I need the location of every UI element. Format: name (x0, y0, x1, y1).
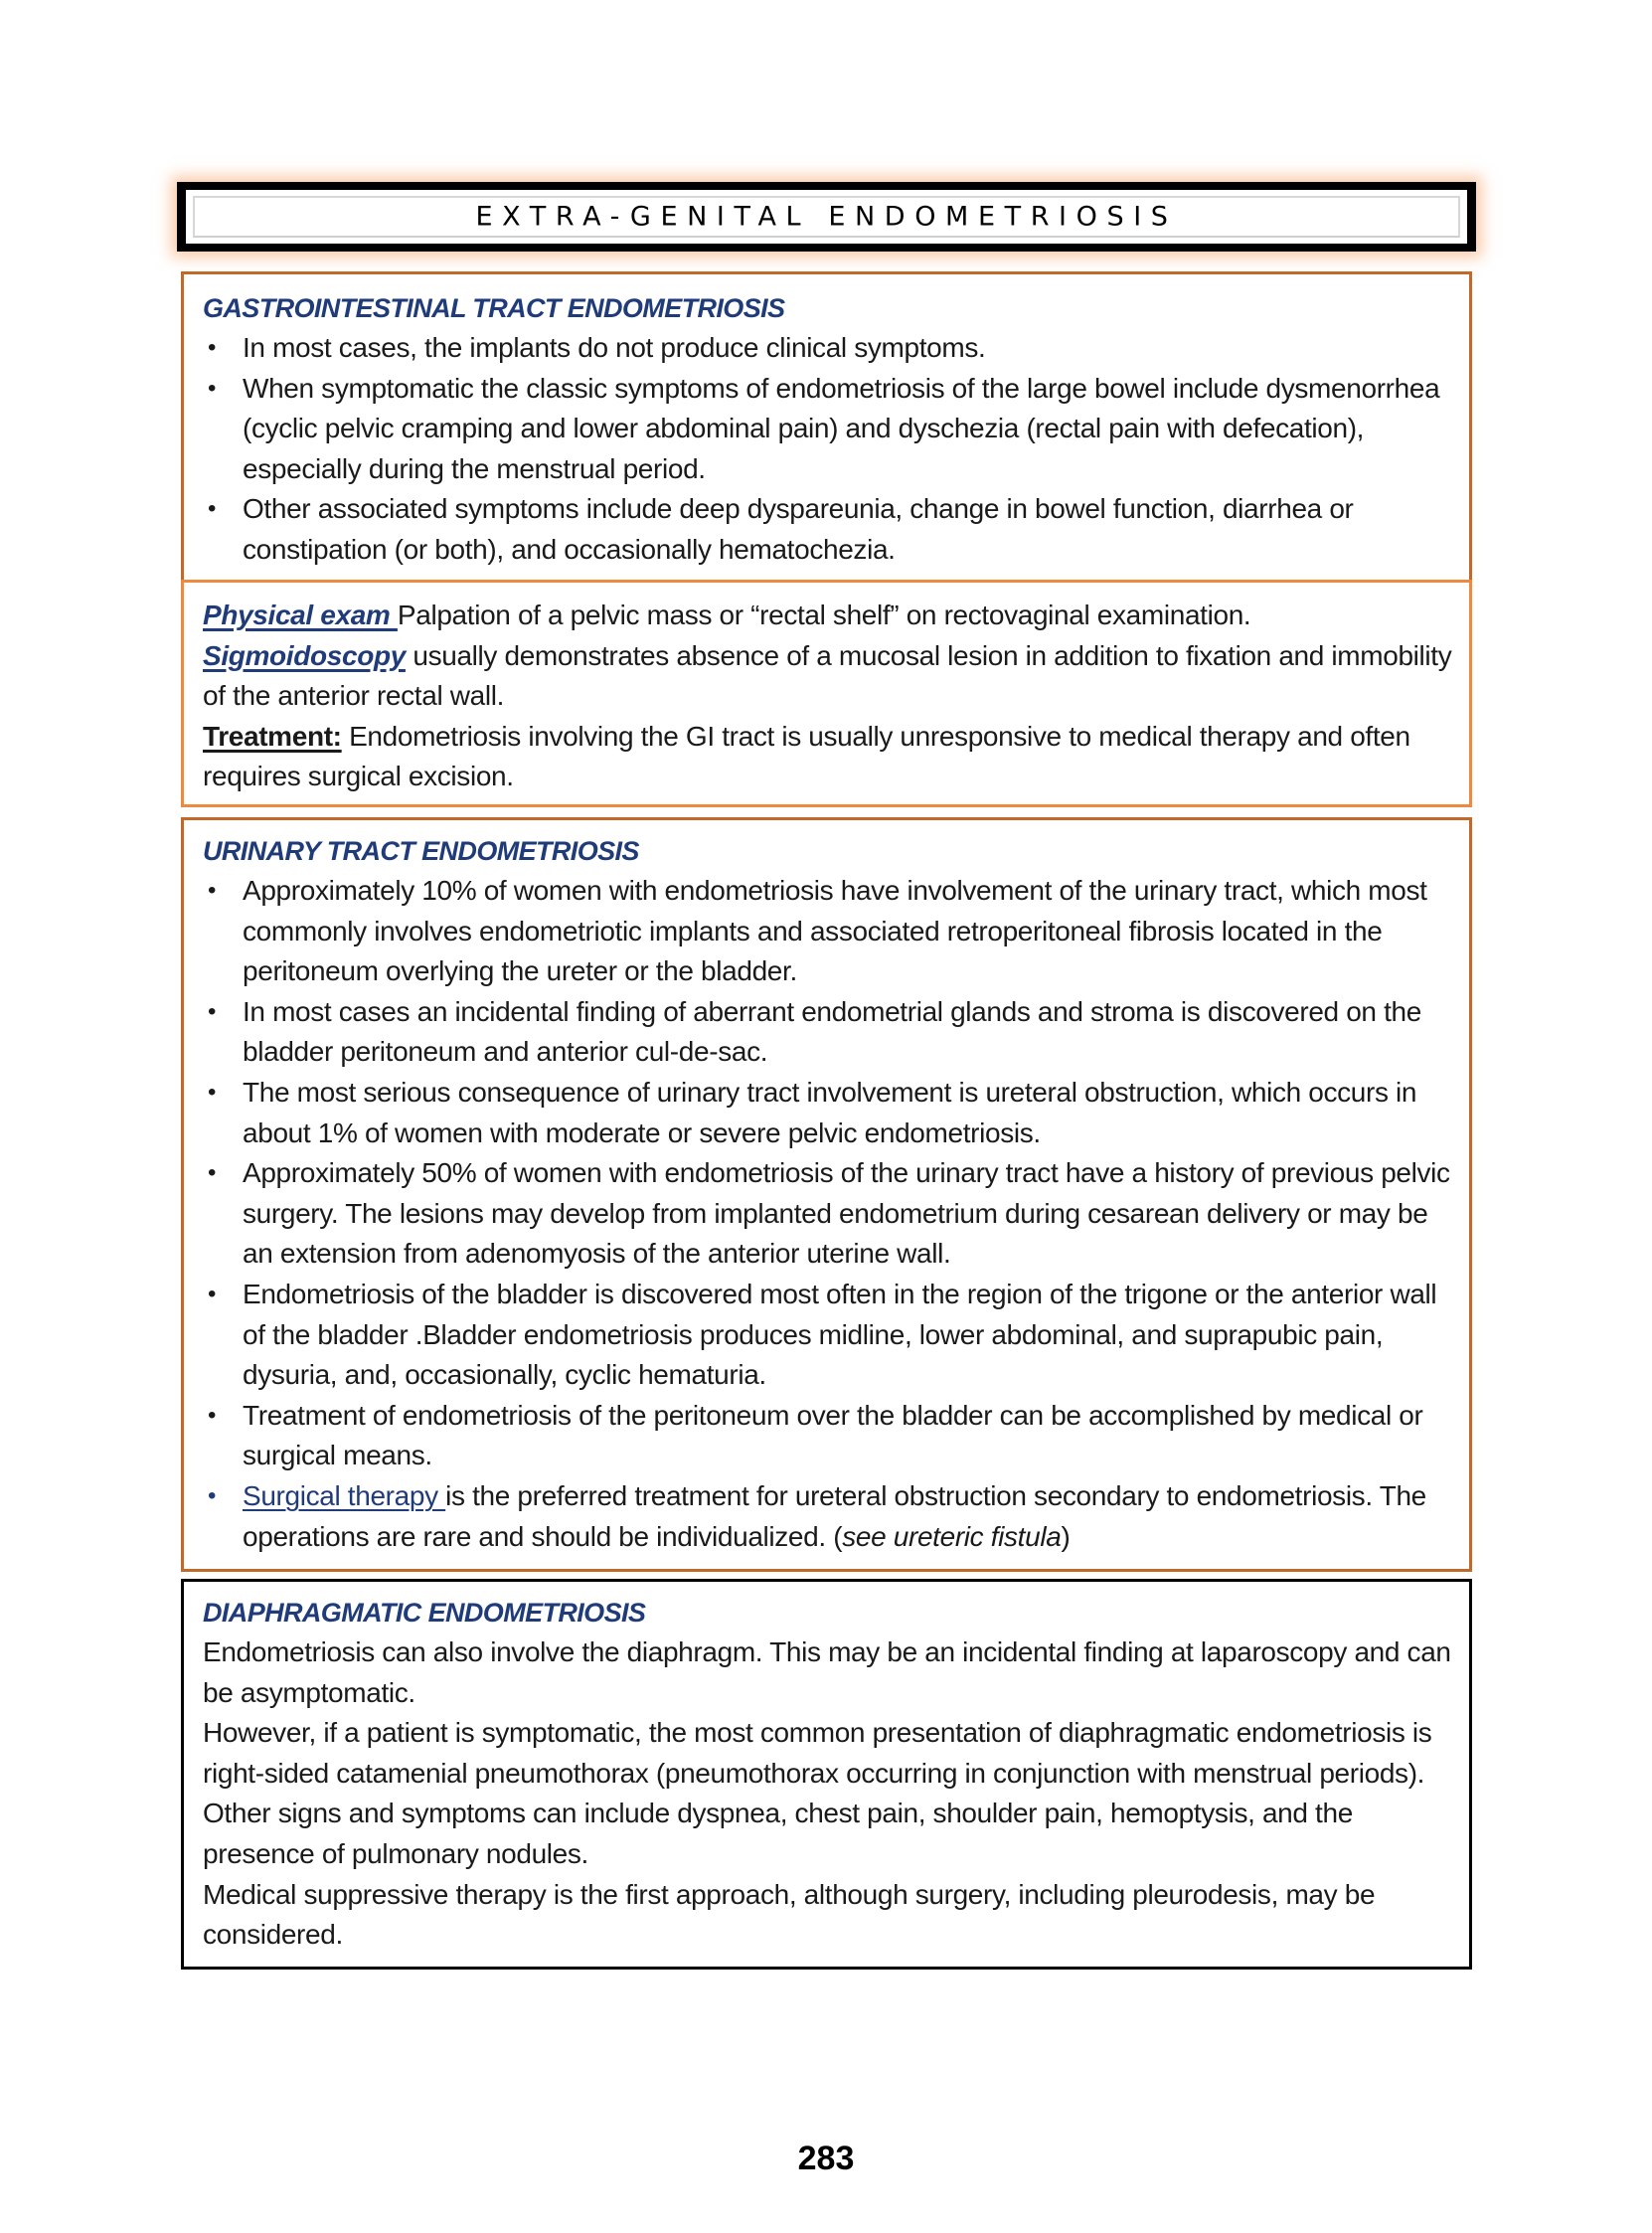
sigmoidoscopy-paragraph (203, 636, 1455, 717)
physical-exam-text: Palpation of a pelvic mass or “rectal shelf” on rectovaginal examination. (397, 600, 1251, 630)
urinary-endometriosis-section (181, 817, 1472, 1572)
page-number: 283 (797, 2140, 855, 2177)
urinary-bullet-list (203, 871, 1455, 1557)
urinary-section-heading: URINARY TRACT ENDOMETRIOSIS (203, 836, 639, 866)
list-item: • In most cases an incidental finding of aberrant endometrial glands and stroma is discovered on the bladder peritoneum and anterior cul-de-sac. (203, 992, 1455, 1073)
physical-exam-paragraph (203, 596, 1455, 636)
sigmoidoscopy-link[interactable]: Sigmoidoscopy (203, 639, 406, 671)
diaphragmatic-endometriosis-section (181, 1579, 1472, 1970)
diaphragmatic-section-heading: DIAPHRAGMATIC ENDOMETRIOSIS (203, 1598, 646, 1628)
list-item: • Approximately 50% of women with endometriosis of the urinary tract have a history of previous pelvic surgery. The lesions may develop from implanted endometrium during cesarean delivery or may be an extension from adenomyosis of the anterior uterine wall. (203, 1153, 1455, 1275)
page-title-frame (186, 190, 1467, 244)
page-title-banner (177, 182, 1476, 252)
ureteric-fistula-reference: see ureteric fistula (842, 1520, 1062, 1552)
list-item: • The most serious consequence of urinary tract involvement is ureteral obstruction, which occurs in about 1% of women with moderate or severe pelvic endometriosis. (203, 1073, 1455, 1153)
gi-endometriosis-section (181, 271, 1472, 583)
page-title: EXTRA-GENITAL ENDOMETRIOSIS (475, 201, 1178, 233)
gi-section-heading: GASTROINTESTINAL TRACT ENDOMETRIOSIS (203, 293, 785, 323)
list-item: • Other associated symptoms include deep dyspareunia, change in bowel function, diarrhea or constipation (or both), and occasionally hematochezia. (203, 489, 1455, 570)
sigmoidoscopy-text: usually demonstrates absence of a mucosal lesion in addition to fixation and immobility of the anterior rectal wall. (203, 639, 1452, 712)
physical-exam-link[interactable]: Physical exam (203, 600, 398, 630)
surgical-therapy-text: is the preferred treatment for ureteral obstruction secondary to endometriosis. The operations are rare and should be individualized. ( (243, 1479, 1426, 1552)
gi-exam-treatment-section (181, 580, 1472, 807)
list-item: • Approximately 10% of women with endometriosis have involvement of the urinary tract, which most commonly involves endometriotic implants and associated retroperitoneal fibrosis located in the peritoneum overlying the ureter or the bladder. (203, 871, 1455, 992)
treatment-text: Endometriosis involving the GI tract is usually unresponsive to medical therapy and often requires surgical excision. (203, 720, 1410, 792)
closing-paren: ) (1061, 1520, 1071, 1552)
surgical-therapy-link[interactable]: Surgical therapy (243, 1479, 446, 1511)
treatment-paragraph (203, 717, 1455, 797)
diaphragm-paragraph: Endometriosis can also involve the diaphragm. This may be an incidental finding at laparoscopy and can be asymptomatic. (203, 1636, 1451, 1708)
diaphragm-paragraph: Medical suppressive therapy is the first approach, although surgery, including pleurodesis, may be considered. (203, 1878, 1376, 1951)
diaphragm-paragraph: However, if a patient is symptomatic, the most common presentation of diaphragmatic endometriosis is right-sided catamenial pneumothorax (pneumothorax occurring in conjunction with menstrual periods). Other signs and symptoms can include dyspnea, chest pain, shoulder pain, hemoptysis, and the presence of pulmonary nodules. (203, 1717, 1432, 1869)
treatment-label: Treatment: (203, 720, 342, 752)
gi-bullet-list (203, 328, 1455, 571)
list-item: • In most cases, the implants do not produce clinical symptoms. (203, 328, 1455, 369)
list-item-surgical-therapy (203, 1476, 1455, 1557)
list-item: • Treatment of endometriosis of the peritoneum over the bladder can be accomplished by medical or surgical means. (203, 1396, 1455, 1476)
list-item: • Endometriosis of the bladder is discovered most often in the region of the trigone or the anterior wall of the bladder .Bladder endometriosis produces midline, lower abdominal, and suprapubic pain, dysuria, and, occasionally, cyclic hematuria. (203, 1275, 1455, 1396)
list-item: • When symptomatic the classic symptoms of endometriosis of the large bowel include dysmenorrhea (cyclic pelvic cramping and lower abdominal pain) and dyschezia (rectal pain with defecation), especially during the menstrual period. (203, 369, 1455, 490)
